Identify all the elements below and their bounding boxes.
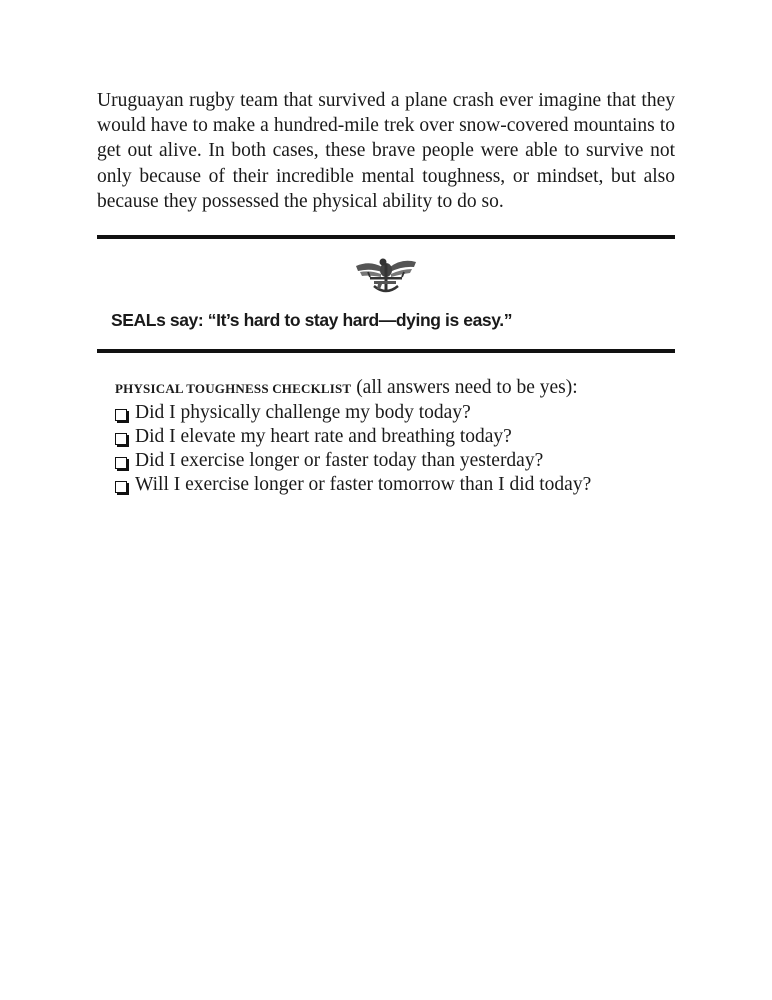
- seal-quote: SEALs say: “It’s hard to stay hard—dying is easy.”: [111, 310, 513, 330]
- callout-top-rule: [97, 235, 675, 239]
- checklist-item-text: Did I exercise longer or faster today than yesterday?: [135, 450, 544, 471]
- checklist-title: PHYSICAL TOUGHNESS CHECKLIST: [115, 381, 352, 396]
- checkbox-icon: [115, 409, 127, 421]
- checklist-item-text: Did I elevate my heart rate and breathing today?: [135, 426, 512, 447]
- checklist-item: [115, 449, 675, 473]
- checklist-item-text: Did I physically challenge my body today?: [135, 402, 471, 423]
- checklist-item: [115, 473, 675, 497]
- checklist-item-text: Will I exercise longer or faster tomorrow than I did today?: [135, 474, 592, 495]
- checkbox-icon: [115, 481, 127, 493]
- checklist-heading: [115, 376, 675, 401]
- checklist-item: [115, 401, 675, 425]
- body-paragraph: Uruguayan rugby team that survived a plane crash ever imagine that they would have to make a hundred-mile trek over snow-covered mountains to get out alive. In both cases, these brave people were able to survive not only because of their incredible mental toughness, or mindset, but also because they possessed the physical ability to do so.: [97, 90, 675, 212]
- checklist-subtitle: (all answers need to be yes):: [351, 377, 578, 398]
- checklist-item: [115, 425, 675, 449]
- physical-toughness-checklist: [115, 376, 675, 497]
- navy-seal-trident-emblem-icon: [352, 250, 420, 298]
- checkbox-icon: [115, 433, 127, 445]
- checkbox-icon: [115, 457, 127, 469]
- checklist-items: [115, 401, 675, 497]
- callout-bottom-rule: [97, 349, 675, 353]
